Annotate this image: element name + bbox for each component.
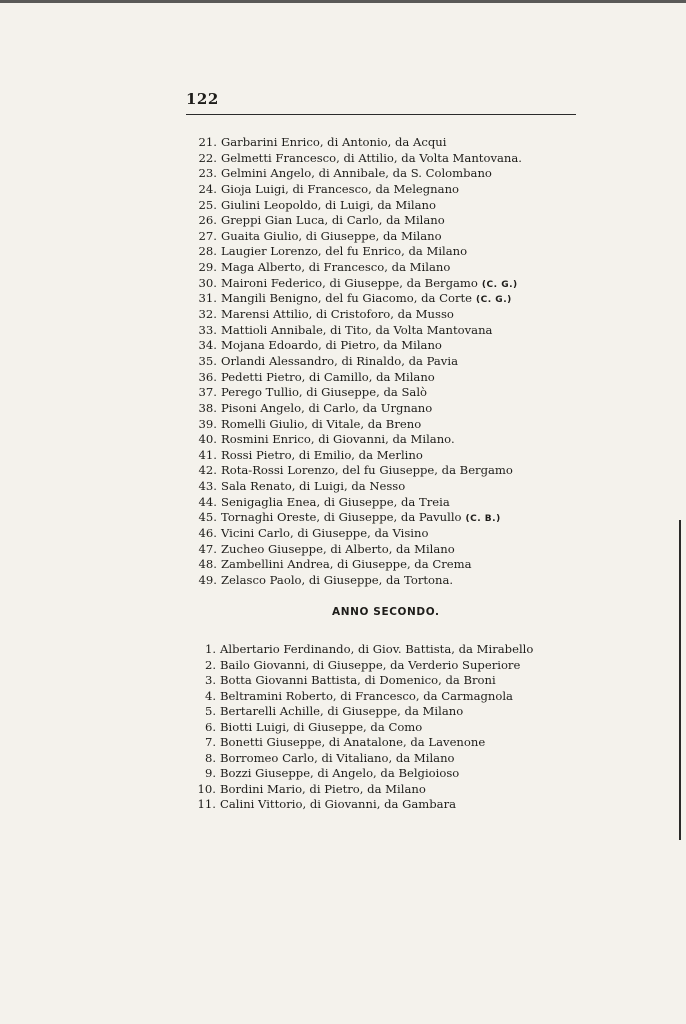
entry-name: Mangili Benigno, del fu Giacomo, da Corte — [221, 291, 473, 306]
entry-text — [220, 751, 455, 767]
entry-text — [221, 182, 459, 198]
entry-text — [220, 720, 422, 736]
entry-number: 2. — [204, 657, 216, 672]
entry-text — [221, 417, 421, 433]
entry-number: 4. — [204, 688, 216, 703]
page-number: 122 — [186, 90, 219, 108]
entry-text — [221, 463, 513, 479]
entry-name: Mattioli Annibale, di Tito, da Volta Mantovana — [221, 322, 493, 337]
list-item — [0, 135, 686, 151]
entry-name: Gelmetti Francesco, di Attilio, da Volta Mantovana. — [221, 150, 522, 165]
entry-text — [220, 689, 513, 705]
list-item — [0, 151, 686, 167]
entry-number: 35. — [198, 353, 217, 368]
entry-number: 24. — [198, 181, 217, 196]
first-year-list — [0, 135, 686, 589]
entry-name: Marensi Attilio, di Cristoforo, da Musso — [221, 307, 454, 322]
entry-text — [221, 260, 450, 276]
entry-text — [221, 495, 450, 511]
entry-text — [221, 385, 427, 401]
entry-mark: (C. G.) — [476, 295, 512, 306]
entry-name: Giulini Leopoldo, di Luigi, da Milano — [221, 197, 436, 212]
list-item — [0, 557, 686, 573]
entry-name: Rota-Rossi Lorenzo, del fu Giuseppe, da Bergamo — [221, 463, 513, 478]
entry-text — [221, 542, 455, 558]
entry-number: 33. — [198, 322, 217, 337]
entry-number: 23. — [198, 166, 217, 181]
entry-text — [220, 658, 520, 674]
entry-name: Romelli Giulio, di Vitale, da Breno — [221, 416, 422, 431]
entry-text — [221, 213, 445, 229]
entry-text — [221, 432, 455, 448]
entry-text — [220, 704, 463, 720]
second-year-list — [0, 642, 686, 813]
entry-number: 47. — [198, 541, 217, 556]
list-item — [0, 766, 686, 782]
list-item — [0, 323, 686, 339]
entry-text — [221, 166, 492, 182]
entry-text — [220, 766, 459, 782]
entry-text — [221, 244, 467, 260]
list-item — [0, 166, 686, 182]
entry-name: Vicini Carlo, di Giuseppe, da Visino — [221, 526, 429, 541]
entry-number: 49. — [198, 572, 217, 587]
entry-number: 5. — [204, 704, 216, 719]
list-item — [0, 291, 686, 307]
entry-text — [220, 735, 485, 751]
entry-name: Mojana Edoardo, di Pietro, da Milano — [221, 338, 442, 353]
entry-number: 8. — [204, 750, 216, 765]
entry-number: 40. — [198, 432, 217, 447]
entry-number: 44. — [198, 494, 217, 509]
entry-text — [221, 448, 423, 464]
entry-text — [221, 573, 453, 589]
entry-name: Pedetti Pietro, di Camillo, da Milano — [221, 369, 435, 384]
entry-text — [221, 229, 442, 245]
entry-number: 9. — [204, 766, 216, 781]
entry-number: 1. — [204, 642, 216, 656]
entry-mark: (C. B.) — [465, 514, 501, 525]
page-top-edge — [0, 0, 686, 3]
list-item — [0, 735, 686, 751]
section-title: ANNO SECONDO. — [332, 606, 440, 618]
entry-number: 43. — [198, 479, 217, 494]
entry-name: Laugier Lorenzo, del fu Enrico, da Milano — [221, 244, 468, 259]
entry-number: 22. — [198, 150, 217, 165]
list-item — [0, 673, 686, 689]
entry-number: 3. — [204, 673, 216, 688]
entry-name: Albertario Ferdinando, di Giov. Battista, da Mirabello — [220, 642, 534, 656]
entry-number: 38. — [198, 400, 217, 415]
list-item — [0, 573, 686, 589]
list-item — [0, 720, 686, 736]
entry-number: 46. — [198, 526, 217, 541]
list-item — [0, 642, 686, 658]
entry-name: Gelmini Angelo, di Annibale, da S. Colombano — [221, 166, 492, 181]
entry-text — [220, 673, 496, 689]
entry-name: Rossi Pietro, di Emilio, da Merlino — [221, 447, 423, 462]
entry-name: Greppi Gian Luca, di Carlo, da Milano — [221, 213, 445, 228]
entry-number: 48. — [198, 557, 217, 572]
entry-number: 42. — [198, 463, 217, 478]
entry-number: 32. — [198, 307, 217, 322]
entry-text — [221, 370, 435, 386]
entry-number: 45. — [198, 510, 217, 525]
list-item — [0, 751, 686, 767]
entry-name: Biotti Luigi, di Giuseppe, da Como — [220, 719, 423, 734]
entry-text — [220, 797, 456, 813]
entry-number: 10. — [197, 781, 216, 796]
list-item — [0, 401, 686, 417]
entry-text — [221, 557, 472, 573]
list-item — [0, 797, 686, 813]
list-item — [0, 542, 686, 558]
entry-name: Bozzi Giuseppe, di Angelo, da Belgioioso — [220, 766, 460, 781]
entry-number: 31. — [198, 291, 217, 306]
entry-number: 29. — [198, 260, 217, 275]
list-item — [0, 510, 686, 526]
entry-name: Senigaglia Enea, di Giuseppe, da Treia — [221, 494, 450, 509]
entry-name: Perego Tullio, di Giuseppe, da Salò — [221, 385, 428, 400]
entry-number: 37. — [198, 385, 217, 400]
entry-name: Borromeo Carlo, di Vitaliano, da Milano — [220, 750, 455, 765]
entry-text — [221, 526, 428, 542]
list-item — [0, 385, 686, 401]
entry-name: Bonetti Giuseppe, di Anatalone, da Lavenone — [220, 735, 486, 750]
entry-number: 27. — [198, 228, 217, 243]
entry-name: Zelasco Paolo, di Giuseppe, da Tortona. — [221, 572, 454, 587]
entry-text — [221, 354, 458, 370]
entry-number: 39. — [198, 416, 217, 431]
entry-number: 36. — [198, 369, 217, 384]
entry-number: 30. — [198, 275, 217, 290]
list-item — [0, 354, 686, 370]
entry-number: 26. — [198, 213, 217, 228]
list-item — [0, 213, 686, 229]
list-item — [0, 463, 686, 479]
list-item — [0, 704, 686, 720]
entry-text — [221, 151, 522, 167]
entry-name: Zucheo Giuseppe, di Alberto, da Milano — [221, 541, 455, 556]
list-item — [0, 495, 686, 511]
entry-name: Orlandi Alessandro, di Rinaldo, da Pavia — [221, 353, 458, 368]
list-item — [0, 307, 686, 323]
entry-name: Tornaghi Oreste, di Giuseppe, da Pavullo — [221, 510, 462, 525]
entry-number: 34. — [198, 338, 217, 353]
entry-number: 11. — [197, 797, 216, 812]
entry-name: Botta Giovanni Battista, di Domenico, da Broni — [220, 673, 496, 688]
entry-text — [221, 401, 432, 417]
entry-text — [221, 323, 492, 339]
list-item — [0, 244, 686, 260]
list-item — [0, 198, 686, 214]
entry-name: Zambellini Andrea, di Giuseppe, da Crema — [221, 557, 472, 572]
entry-name: Sala Renato, di Luigi, da Nesso — [221, 479, 406, 494]
entry-number: 21. — [198, 135, 217, 149]
list-item — [0, 658, 686, 674]
entry-name: Rosmini Enrico, di Giovanni, da Milano. — [221, 432, 455, 447]
list-item — [0, 417, 686, 433]
list-item — [0, 782, 686, 798]
entry-text — [220, 642, 533, 658]
list-item — [0, 526, 686, 542]
entry-mark: (C. G.) — [481, 279, 518, 290]
entry-name: Beltramini Roberto, di Francesco, da Carmagnola — [220, 688, 513, 703]
entry-number: 28. — [198, 244, 217, 259]
header-rule — [186, 114, 576, 115]
list-item — [0, 448, 686, 464]
list-item — [0, 689, 686, 705]
list-item — [0, 229, 686, 245]
list-item — [0, 432, 686, 448]
entry-number: 6. — [204, 719, 216, 734]
list-item — [0, 276, 686, 292]
entry-text — [221, 198, 436, 214]
entry-name: Maga Alberto, di Francesco, da Milano — [221, 260, 451, 275]
entry-number: 41. — [198, 447, 217, 462]
entry-number: 25. — [198, 197, 217, 212]
entry-name: Pisoni Angelo, di Carlo, da Urgnano — [221, 400, 433, 415]
entry-text — [221, 479, 405, 495]
entry-name: Bailo Giovanni, di Giuseppe, da Verderio Superiore — [220, 657, 521, 672]
list-item — [0, 370, 686, 386]
list-item — [0, 338, 686, 354]
list-item — [0, 260, 686, 276]
entry-text — [221, 307, 454, 323]
list-item — [0, 182, 686, 198]
entry-number: 7. — [204, 735, 216, 750]
entry-name: Garbarini Enrico, di Antonio, da Acqui — [221, 135, 447, 149]
entry-text — [220, 782, 426, 798]
entry-name: Guaita Giulio, di Giuseppe, da Milano — [221, 228, 442, 243]
entry-name: Calini Vittorio, di Giovanni, da Gambara — [220, 797, 457, 812]
entry-name: Maironi Federico, di Giuseppe, da Bergamo — [221, 275, 478, 290]
entry-text — [221, 135, 446, 151]
entry-name: Gioja Luigi, di Francesco, da Melegnano — [221, 181, 460, 196]
entry-name: Bertarelli Achille, di Giuseppe, da Milano — [220, 704, 464, 719]
entry-name: Bordini Mario, di Pietro, da Milano — [220, 781, 426, 796]
entry-text — [221, 338, 442, 354]
list-item — [0, 479, 686, 495]
